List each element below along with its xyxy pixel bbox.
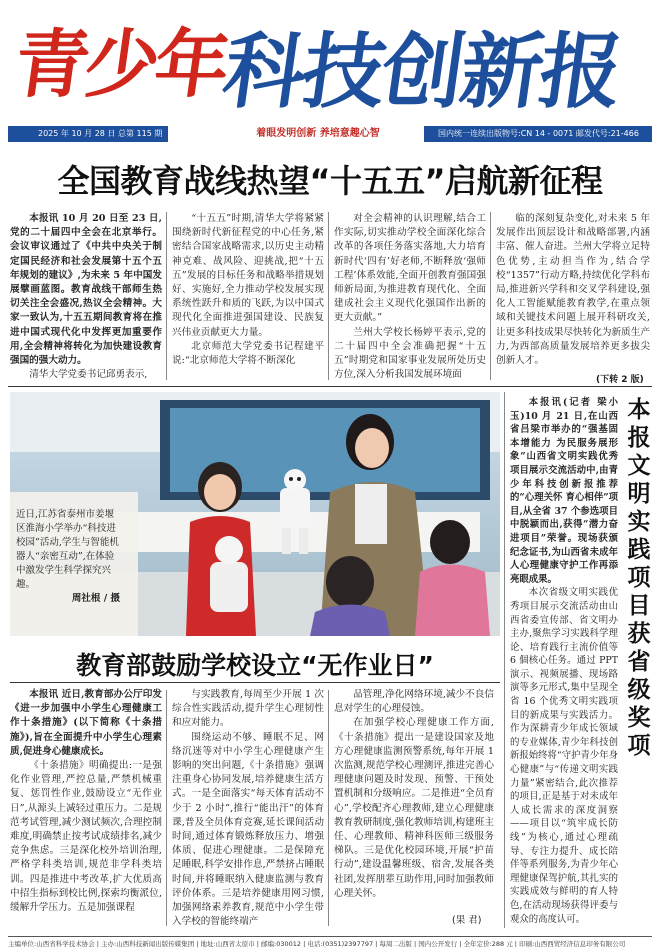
logo-title-red: 青少年 bbox=[9, 21, 232, 108]
publication-codes bbox=[424, 126, 652, 142]
photo-caption bbox=[16, 508, 120, 606]
right-paragraph: 本报讯(记者 梁小玉)10 月 21 日,在山西省吕梁市举办的“强基固本增能力 为民服务展形象”山西省文明实践优秀项目展示交流活动中,由青少年科技创新报推荐的“心理关怀 育心相伴”项目,从全省 37 个参选项目中脱颖而出,获得“潜力奋进项目”荣誉。现场获颁纪念证书,为山西省未成年人心理健康守护工作再添亮眼成果。 bbox=[510, 397, 618, 585]
second-column-2 bbox=[172, 688, 324, 928]
newspaper-logo bbox=[6, 2, 656, 122]
cn-number: 国内统一连续出版物号:CN 14 - 0071 bbox=[438, 129, 574, 138]
second-headline: 教育部鼓励学校设立“无作业日” bbox=[76, 651, 434, 680]
issue-info-bar bbox=[8, 126, 652, 154]
continued-note: (下转 2 版) bbox=[596, 375, 644, 385]
column-divider bbox=[166, 212, 167, 380]
column-divider bbox=[328, 212, 329, 380]
headline-underline bbox=[10, 682, 500, 683]
second-column-1 bbox=[10, 688, 162, 928]
slogan: 着眼发明创新 养培意趣心智 bbox=[256, 128, 380, 139]
lead-paragraph: 兰州大学校长杨婷平表示,党的二十届四中全会准确把握“十五五”时期党和国家事业发展所处历史方位,深入分析我国发展环境面 bbox=[334, 326, 486, 381]
second-paragraph: 本报讯 近日,教育部办公厅印发《进一步加强中小学生心理健康工作十条措施》(以下简称《十条措施》),旨在全面提升中小学生心理素质,促进身心健康成长。 bbox=[10, 689, 162, 757]
column-divider bbox=[504, 392, 505, 928]
masthead bbox=[0, 0, 660, 126]
right-story-column bbox=[510, 396, 618, 928]
lead-paragraph: 临的深刻复杂变化,对未来 5 年发展作出顶层设计和战略部署,内涵丰富、催人奋进。兰州大学将立足特色优势,主动担当作为,结合学校“1357”行动方略,持续优化学科布局,推进新兴学科和交叉学科建设,强化人工智能赋能教育教学,在重点领域和关键技术问题上展开科研攻关,让更多科技成果尽快转化为新质生产力,为西部高质量发展培养更多拔尖创新人才。 bbox=[496, 213, 650, 367]
issue-date-block bbox=[8, 126, 168, 154]
lead-paragraph: 对全会精神的认识理解,结合工作实际,切实推动学校全面深化综合改革的各项任务落实落地,大力培育新时代‘四有’好老师,不断释放‘强师工程’体系效能,全面开创教育强国强师新局面,为推进教育现代化、全面建成社会主义现代化强国作出新的更大贡献。” bbox=[334, 213, 486, 324]
second-byline: (果 君) bbox=[452, 915, 482, 926]
second-paragraph: 品管理,净化网络环境,减少不良信息对学生的心理侵蚀。 bbox=[334, 689, 494, 715]
lead-paragraph: 清华大学党委书记邱勇表示, bbox=[29, 369, 148, 381]
second-paragraph: 在加强学校心理健康工作方面,《十条措施》提出一是建设国家及地方心理健康监测预警系统,每年开展 1 次监测,规范学校心理测评,推进完善心理健康问题及时发现、预警、干预处置机制和分级响应。二是推进“全员育心”,学校配齐心理教师,建立心理健康教育教研制度,强化教师培训,构建班主任、心理教师、精神科医师三级服务梯队。三是优化校园环境,开展“护苗行动”,建设温馨班级、宿舍,发展各类社团,发挥朋辈互助作用,同时加强教师心理关怀。 bbox=[334, 717, 494, 899]
column-divider bbox=[490, 212, 491, 380]
photo-caption-text: 近日,江苏省泰州市姜堰区淮海小学举办“科技进校园”活动,学生与智能机器人“亲密互动”,在体验中激发学生科学探究兴趣。 bbox=[16, 509, 119, 590]
right-story-vertical-title: 本报文明实践项目获省级奖项 bbox=[627, 397, 651, 759]
lead-column-3 bbox=[334, 212, 486, 382]
lead-headline: 全国教育战线热望“十五五”启航新征程 bbox=[57, 162, 603, 200]
second-paragraph: 围绕运动不够、睡眠不足、网络沉迷等对中小学生心理健康产生影响的突出问题,《十条措施》强调注重身心协同发展,培养健康生活方式。一是全面落实“每天体育活动不少于 2 小时”,推行“能出汗”的体育课,普及全员体育竞赛,延长课间活动时间,通过体育锻炼释放压力、增强体质、促进心理健康。二是保障充足睡眠,科学安排作息,严禁挤占睡眠时间,并将睡眠纳入健康监测与教育评价体系。三是培养健康用网习惯,加强网络素养教育,规范中小学生带入学校的智能终端产 bbox=[172, 731, 324, 928]
page-footer: 主编单位:山西省科学技术协会 | 主办:山西科技新闻出版传媒集团 | 地址:山西省太原市 | 邮编:030012 | 电话:(0351)2397797 | 每周二出版 | 国内公开发行 | 全年定价:288 元 | 印刷:山西西贸经济信息印务有限公司 bbox=[8, 936, 652, 950]
lead-column-4 bbox=[496, 212, 650, 370]
issue-number: 总第 115 期 bbox=[117, 129, 163, 138]
lead-column-2 bbox=[172, 212, 324, 382]
lead-paragraph: 北京师范大学党委书记程建平说:“北京师范大学将不断深化 bbox=[172, 340, 324, 367]
second-column-3 bbox=[334, 688, 494, 910]
lead-paragraph: “十五五”时期,清华大学将紧紧围绕新时代新征程党的中心任务,紧密结合国家战略需求,以历史主动精神克难、战风险、迎挑战,把“十五五”发展的目标任务和战略举措规划好、实施好,全力推动学校发展实现系统性跃升和质的飞跃,为以中国式现代化全面推进强国建设、民族复兴伟业贡献更大力量。 bbox=[172, 213, 324, 338]
right-paragraph: 本次省级文明实践优秀项目展示交流活动由山西省委宣传部、省文明办主办,聚焦学习实践科学理论、培育践行主流价值等 6 個核心任务。通过 PPT 演示、视频展播、现场路演等多元形式,集中呈现全省 16 个优秀文明实践项目的新成果与实践活力。作为深耕青少年成长领域的专业媒体,青少年科技创新报始终将“守护青少年身心健康”与“传递文明实践力量”紧密结合,此次推荐的项目,正是基于对未成年人成长需求的深度洞察——项目以“筑牢成长防线”为核心,通过心理疏导、专注力提升、成长陪伴等系列服务,为青少年心理健康保驾护航,其扎实的实践成效与鲜明的育人特色,在活动现场获得评委与观众的高度认可。 bbox=[510, 587, 618, 925]
column-divider bbox=[166, 690, 167, 926]
issue-date: 2025 年 10 月 28 日 bbox=[38, 129, 116, 138]
logo-title-blue: 科技创新报 bbox=[217, 25, 626, 120]
second-paragraph: 《十条措施》明确提出:一是强化作业管理,严控总量,严禁机械重复、惩罚性作业,鼓励设立“无作业日”,从源头上减轻过重压力。二是规范考试管理,减少测试频次,合理控制难度,明确禁止按考试成绩排名,减少竞争焦虑。三是深化校外培训治理,严格学科类培训,规范非学科类培训。四是推进中考改革,扩大优质高中招生指标到校比例,探索均衡派位,缓解升学压力。五是加强课程 bbox=[10, 760, 162, 914]
postal-code: 邮发代号:21-466 bbox=[575, 129, 639, 138]
page-count: 今日 16 版 bbox=[38, 145, 78, 154]
photo-credit: 周社根 / 摄 bbox=[71, 593, 120, 604]
lead-column-1 bbox=[10, 212, 162, 382]
second-paragraph: 与实践教育,每周至少开展 1 次综合性实践活动,提升学生心理韧性和应对能力。 bbox=[172, 689, 324, 729]
column-divider bbox=[328, 690, 329, 926]
lead-paragraph: 本报讯 10 月 20 日至 23 日,党的二十届四中全会在北京举行。会议审议通过了《中共中央关于制定国民经济和社会发展第十五个五年规划的建议》,为未来 5 年中国发展擘画蓝图。教育战线干部师生热切关注全会盛况,热议全会精神。大家一致认为,十五五期间教育将在推进中国式现代化中发挥更加重要作用,全会精神将转化为加快建设教育强国的强大动力。 bbox=[10, 213, 162, 367]
section-divider bbox=[8, 386, 652, 387]
